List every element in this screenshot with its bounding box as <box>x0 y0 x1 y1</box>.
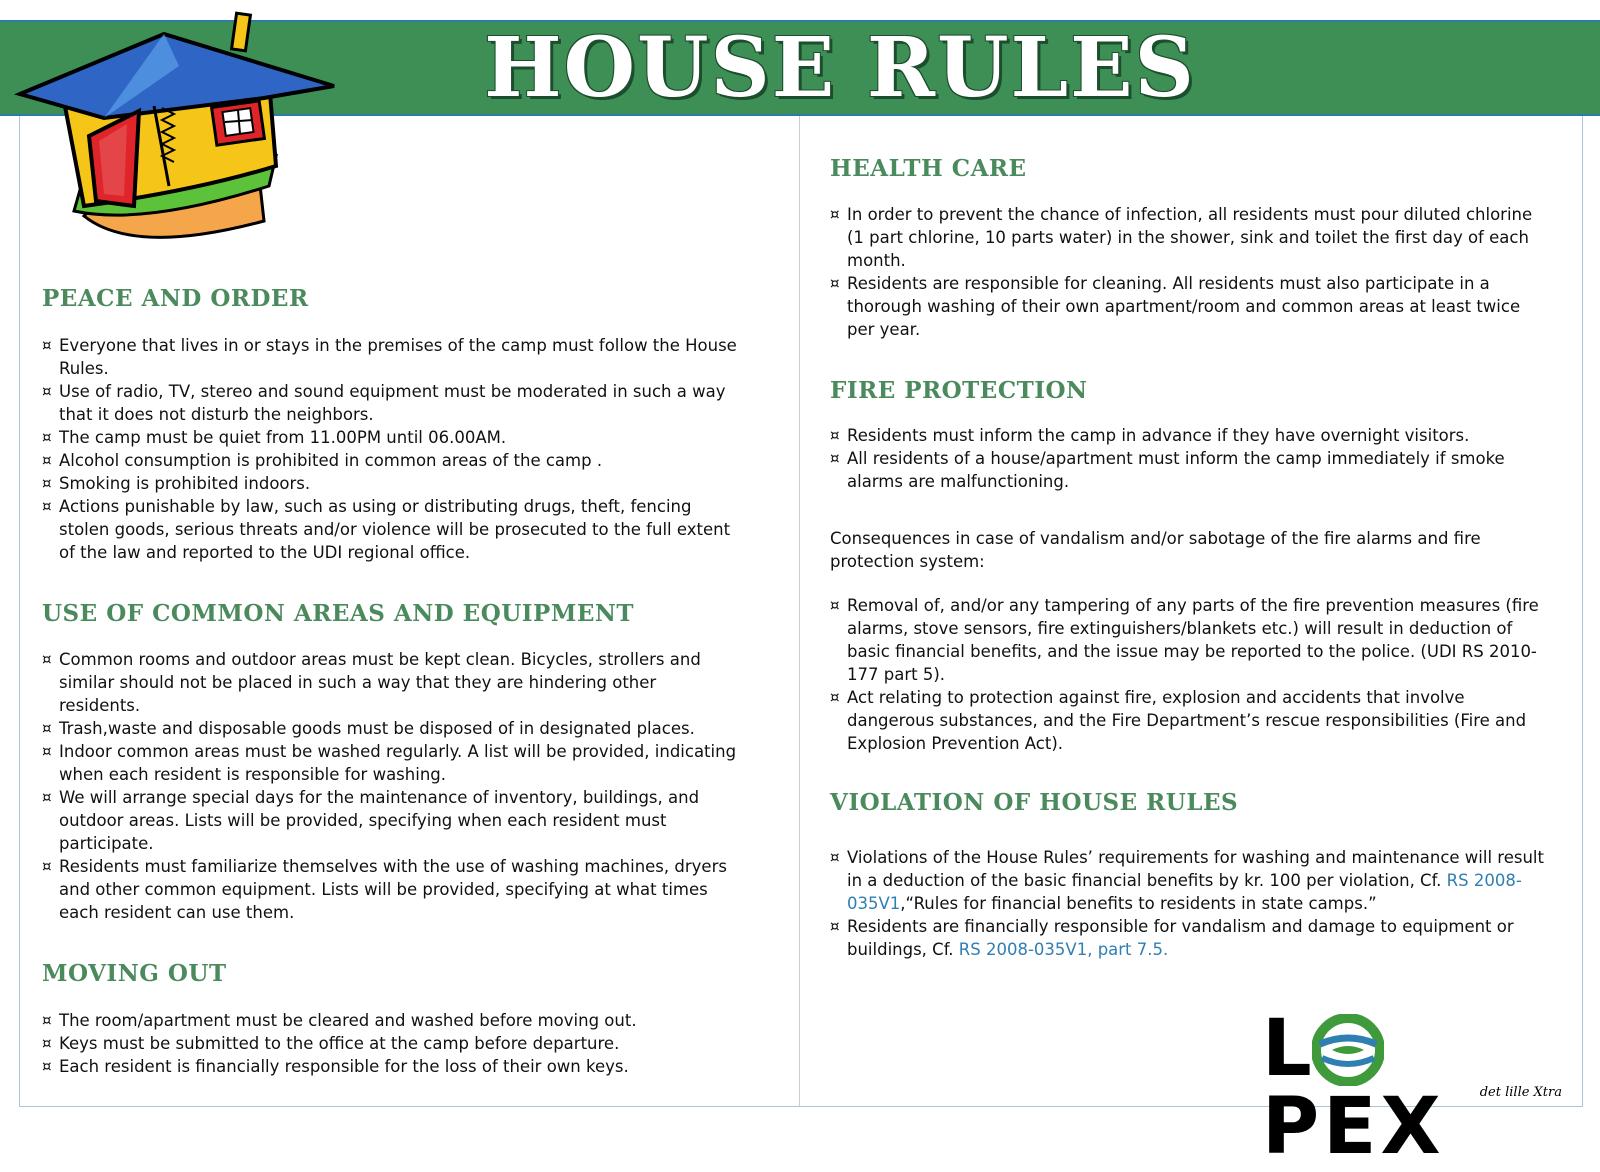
rs-2008-035v1-part-7-5-link[interactable]: RS 2008-035V1, part 7.5. <box>958 939 1169 959</box>
list-item: ¤ Residents must familiarize themselves with the use of washing machines, dryers and other common equipment. Lists will be provided, specifying at what times each resident can use them. <box>42 857 727 923</box>
bullet-icon: ¤ <box>42 496 52 515</box>
bullet-icon: ¤ <box>830 449 840 468</box>
list-item: ¤ Each resident is financially responsible for the loss of their own keys. <box>42 1056 629 1076</box>
bullet-icon: ¤ <box>830 847 840 866</box>
section-heading-violation: VIOLATION OF HOUSE RULES <box>830 789 1239 817</box>
list-item: ¤ The room/apartment must be cleared and washed before moving out. <box>42 1010 637 1030</box>
page-title: HOUSE RULES <box>484 20 1196 116</box>
violation-list <box>830 846 1546 961</box>
logo-letter-l: L <box>1262 1004 1316 1094</box>
list-item: ¤ Violations of the House Rules’ requirements for washing and maintenance will result in a deduction of the basic financial benefits by kr. 100 per violation, Cf. RS 2008-035V1,“Rules for financial benefits to residents in state camps.” <box>830 847 1544 913</box>
bullet-icon: ¤ <box>42 719 52 738</box>
bullet-icon: ¤ <box>830 688 840 707</box>
bullet-icon: ¤ <box>42 427 52 446</box>
bullet-icon: ¤ <box>830 426 840 445</box>
list-item: ¤ Indoor common areas must be washed regularly. A list will be provided, indicating when each resident is responsible for washing. <box>42 742 737 785</box>
list-item: ¤ Actions punishable by law, such as using or distributing drugs, theft, fencing stolen goods, serious threats and/or violence will be prosecuted to the full extent of the law and reported to the UDI regional office. <box>42 496 731 562</box>
list-item: ¤ Everyone that lives in or stays in the premises of the camp must follow the House Rules. <box>42 335 737 378</box>
common-areas-list <box>42 648 742 924</box>
logo-globe-icon <box>1312 1014 1384 1086</box>
list-item: ¤ Alcohol consumption is prohibited in common areas of the camp . <box>42 450 603 470</box>
list-item: ¤ Act relating to protection against fire, explosion and accidents that involve dangerous substances, and the Fire Department’s rescue responsibilities (Fire and Explosion Prevention Act). <box>830 688 1527 754</box>
bullet-icon: ¤ <box>42 1056 52 1075</box>
bullet-icon: ¤ <box>42 473 52 492</box>
rs-2008-035v1-link[interactable]: RS 2008-035V1 <box>847 870 1522 913</box>
logo-letters-pex: PEX <box>1262 1082 1445 1172</box>
bullet-icon: ¤ <box>42 335 52 354</box>
fire-consequences-list <box>830 594 1546 755</box>
bullet-icon: ¤ <box>42 650 52 669</box>
bullet-icon: ¤ <box>42 450 52 469</box>
list-item: ¤ In order to prevent the chance of infection, all residents must pour diluted chlorine (1 part chlorine, 10 parts water) in the shower, sink and toilet the first day of each month. <box>830 204 1533 270</box>
health-care-list <box>830 203 1546 341</box>
section-heading-moving-out: MOVING OUT <box>42 960 227 988</box>
list-item: ¤ We will arrange special days for the maintenance of inventory, buildings, and outdoor areas. Lists will be provided, specifying when each resident must participate. <box>42 788 700 854</box>
section-heading-health-care: HEALTH CARE <box>830 155 1027 182</box>
logo-tagline: det lille Xtra <box>1479 1085 1562 1100</box>
bullet-icon: ¤ <box>42 857 52 876</box>
fire-protection-list <box>830 424 1546 493</box>
list-item: ¤ Residents are financially responsible for vandalism and damage to equipment or buildings, Cf. RS 2008-035V1, part 7.5. <box>830 916 1514 959</box>
bullet-icon: ¤ <box>42 788 52 807</box>
lopex-logo <box>1262 1004 1562 1172</box>
fire-consequences-intro: Consequences in case of vandalism and/or sabotage of the fire alarms and fire protection system: <box>830 529 1481 572</box>
list-item: ¤ Trash,waste and disposable goods must be disposed of in designated places. <box>42 719 695 739</box>
peace-and-order-list <box>42 334 742 564</box>
section-heading-common-areas: USE OF COMMON AREAS AND EQUIPMENT <box>42 599 634 627</box>
left-column <box>42 285 742 1078</box>
bullet-icon: ¤ <box>42 1033 52 1052</box>
bullet-icon: ¤ <box>830 204 840 223</box>
list-item: ¤ Residents are responsible for cleaning. All residents must also participate in a thorough washing of their own apartment/room and common areas at least twice per year. <box>830 273 1521 339</box>
bullet-icon: ¤ <box>42 1010 52 1029</box>
bullet-icon: ¤ <box>42 742 52 761</box>
moving-out-list <box>42 1009 742 1078</box>
section-heading-fire-protection: FIRE PROTECTION <box>830 376 1088 404</box>
bullet-icon: ¤ <box>42 381 52 400</box>
list-item: ¤ Smoking is prohibited indoors. <box>42 473 311 493</box>
list-item: ¤ The camp must be quiet from 11.00PM until 06.00AM. <box>42 427 507 447</box>
bullet-icon: ¤ <box>830 273 840 292</box>
list-item: ¤ Keys must be submitted to the office at the camp before departure. <box>42 1033 620 1053</box>
section-heading-peace-and-order: PEACE AND ORDER <box>42 285 309 312</box>
list-item: ¤ Removal of, and/or any tampering of any parts of the fire prevention measures (fire alarms, stove sensors, fire extinguishers/blankets etc.) will result in deduction of basic financial benefits, and the issue may be reported to the police. (UDI RS 2010-177 part 5). <box>830 596 1539 685</box>
list-item: ¤ Use of radio, TV, stereo and sound equipment must be moderated in such a way that it does not disturb the neighbors. <box>42 381 726 424</box>
list-item: ¤ Common rooms and outdoor areas must be kept clean. Bicycles, strollers and similar should not be placed in such a way that they are hindering other residents. <box>42 650 701 716</box>
list-item: ¤ All residents of a house/apartment must inform the camp immediately if smoke alarms are malfunctioning. <box>830 449 1505 492</box>
column-divider <box>799 116 800 1106</box>
bullet-icon: ¤ <box>830 916 840 935</box>
right-column <box>830 155 1546 961</box>
bullet-icon: ¤ <box>830 596 840 615</box>
list-item: ¤ Residents must inform the camp in advance if they have overnight visitors. <box>830 426 1470 446</box>
